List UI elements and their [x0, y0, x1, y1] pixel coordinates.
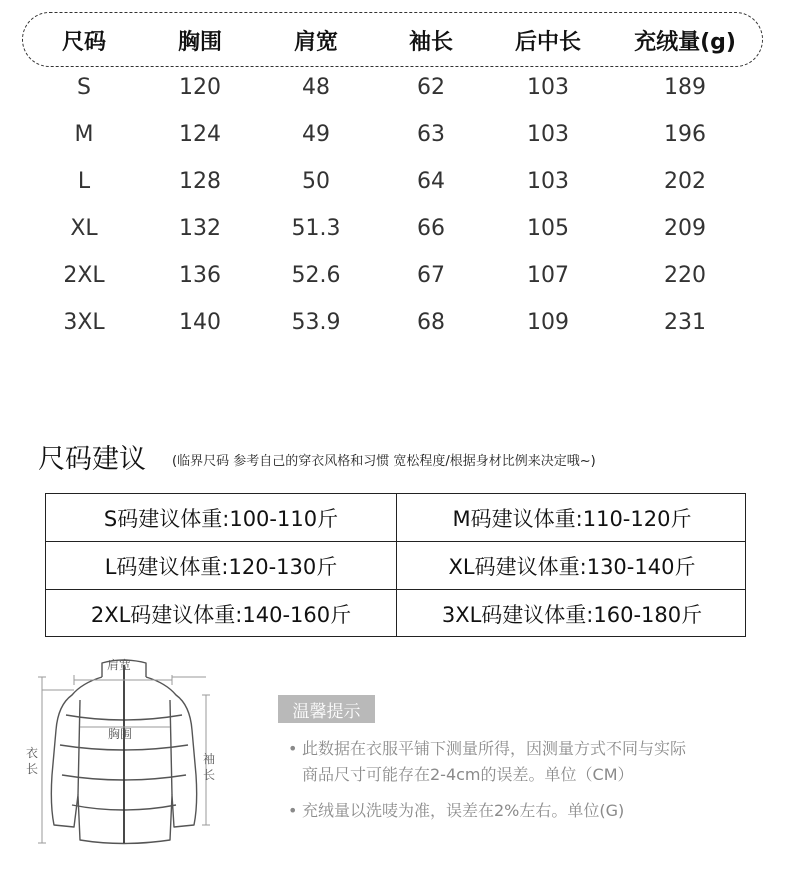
recommendation-title: 尺码建议: [38, 444, 146, 475]
weight-cell-xl: XL码建议体重:130-140斤: [448, 555, 696, 579]
weight-cell-l: L码建议体重:120-130斤: [104, 555, 338, 579]
cell-shoulder: 51.3: [291, 216, 341, 241]
weight-cell-2xl: 2XL码建议体重:140-160斤: [90, 603, 352, 627]
header-sleeve: 袖长: [408, 30, 454, 55]
cell-size: S: [77, 75, 91, 100]
header-chest: 胸围: [177, 30, 223, 55]
tip-text: 此数据在衣服平铺下测量所得，因测量方式不同与实际: [302, 739, 687, 758]
cell-back-length: 107: [527, 263, 569, 288]
cell-chest: 132: [179, 216, 221, 241]
tip-text: 充绒量以洗唛为准，误差在2%左右。单位(G): [302, 801, 625, 820]
cell-shoulder: 49: [302, 122, 330, 147]
cell-sleeve: 67: [417, 263, 445, 288]
cell-size: M: [74, 122, 94, 147]
table-row: [0, 73, 790, 113]
jacket-measurement-diagram: [22, 655, 227, 850]
bullet-icon: •: [288, 739, 298, 758]
weight-cell-s: S码建议体重:100-110斤: [103, 507, 339, 531]
tip-item: [288, 736, 686, 762]
cell-chest: 140: [179, 310, 221, 335]
header-back-length: 后中长: [514, 30, 582, 55]
cell-back-length: 105: [527, 216, 569, 241]
cell-back-length: 103: [527, 75, 569, 100]
cell-shoulder: 48: [302, 75, 330, 100]
cell-chest: 120: [179, 75, 221, 100]
table-row: [0, 167, 790, 207]
tip-item-continued: [302, 762, 634, 788]
tip-item: [288, 798, 624, 824]
cell-down-fill: 202: [664, 169, 706, 194]
cell-chest: 136: [179, 263, 221, 288]
tip-text: 商品尺寸可能存在2-4cm的误差。单位（CM）: [302, 765, 634, 784]
bullet-icon: •: [288, 801, 298, 820]
cell-back-length: 103: [527, 122, 569, 147]
header-size: 尺码: [61, 30, 107, 55]
cell-down-fill: 231: [664, 310, 706, 335]
weight-recommendation-grid: [45, 493, 746, 637]
cell-sleeve: 64: [417, 169, 445, 194]
cell-sleeve: 66: [417, 216, 445, 241]
cell-down-fill: 209: [664, 216, 706, 241]
cell-back-length: 103: [527, 169, 569, 194]
table-row: [0, 120, 790, 160]
sleeve-label: 袖长: [203, 752, 216, 782]
cell-sleeve: 68: [417, 310, 445, 335]
cell-size: 2XL: [63, 263, 105, 288]
weight-cell-3xl: 3XL码建议体重:160-180斤: [441, 603, 703, 627]
cell-chest: 128: [179, 169, 221, 194]
table-row: [0, 261, 790, 301]
cell-size: L: [77, 169, 91, 194]
cell-size: 3XL: [63, 310, 105, 335]
cell-sleeve: 62: [417, 75, 445, 100]
cell-size: XL: [70, 216, 98, 241]
recommendation-note: (临界尺码 参考自己的穿衣风格和习惯 宽松程度/根据身材比例来决定哦~): [172, 454, 596, 469]
chest-label: 胸围: [108, 727, 133, 741]
cell-shoulder: 53.9: [291, 310, 341, 335]
cell-down-fill: 220: [664, 263, 706, 288]
weight-cell-m: M码建议体重:110-120斤: [452, 507, 692, 531]
tips-badge: 温馨提示: [278, 695, 375, 723]
cell-shoulder: 50: [302, 169, 330, 194]
table-row: [0, 308, 790, 348]
cell-shoulder: 52.6: [291, 263, 341, 288]
shoulder-label: 肩宽: [107, 658, 132, 672]
cell-chest: 124: [179, 122, 221, 147]
cell-down-fill: 189: [664, 75, 706, 100]
table-row: [0, 214, 790, 254]
header-down-fill: 充绒量(g): [634, 30, 736, 55]
puffer-jacket-icon: [22, 655, 227, 850]
cell-sleeve: 63: [417, 122, 445, 147]
cell-back-length: 109: [527, 310, 569, 335]
header-shoulder: 肩宽: [293, 30, 339, 55]
cell-down-fill: 196: [664, 122, 706, 147]
length-label: 衣长: [26, 746, 39, 776]
